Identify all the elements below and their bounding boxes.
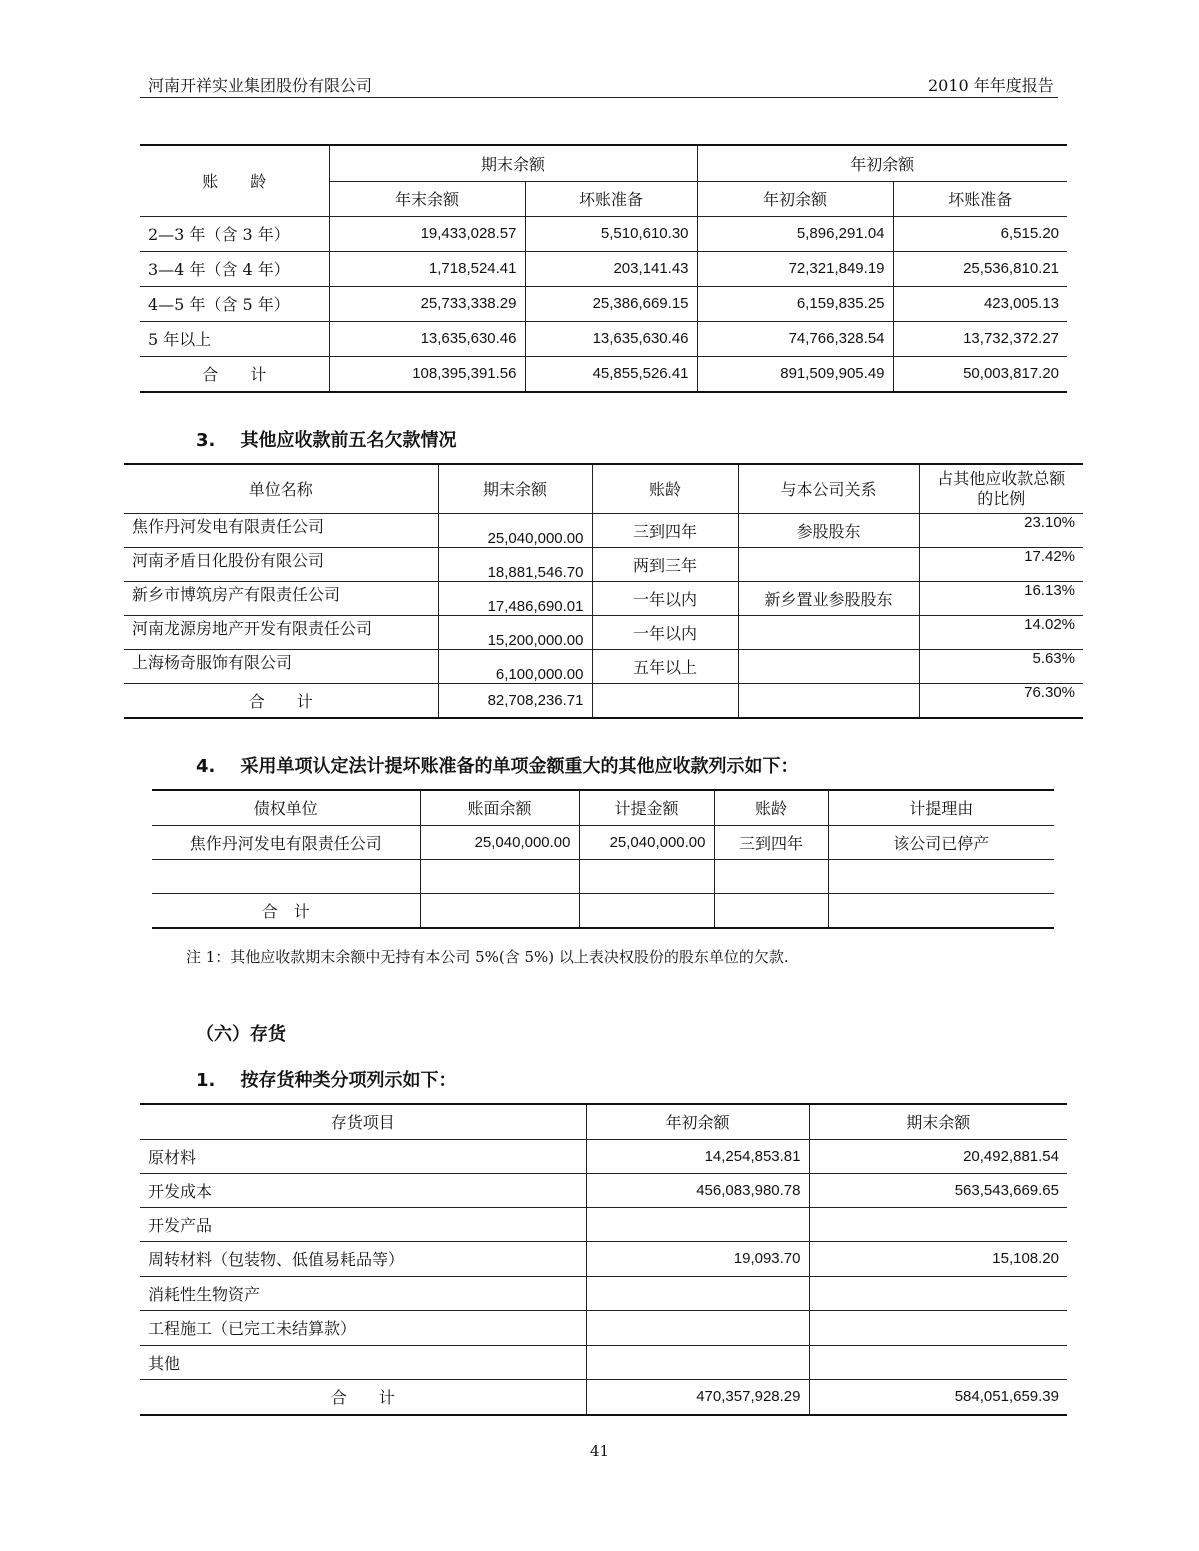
section-title: 按存货种类分项列示如下： (240, 1070, 457, 1091)
table-row (140, 1310, 1067, 1345)
cell-value (420, 893, 579, 928)
cell-value (738, 547, 919, 581)
group-header-end: 期末余额 (329, 145, 697, 181)
column-header: 存货项目 (140, 1104, 586, 1139)
cell-value: 13,635,630.46 (525, 321, 697, 356)
cell-value: 20,492,881.54 (809, 1139, 1067, 1173)
cell-value: 891,509,905.49 (697, 356, 893, 392)
row-label: 3—4 年（含 4 年） (140, 251, 329, 286)
table-row (124, 649, 1083, 683)
cell-value: 82,708,236.71 (438, 683, 592, 718)
cell-value: 108,395,391.56 (329, 356, 525, 392)
cell-value: 25,040,000.00 (438, 513, 592, 547)
column-header: 债权单位 (152, 790, 420, 825)
table-row (140, 321, 1067, 356)
cell-value: 15,200,000.00 (438, 615, 592, 649)
table-row (140, 216, 1067, 251)
creditor-name: 焦作丹河发电有限责任公司 (152, 825, 420, 859)
column-header: 坏账准备 (525, 181, 697, 216)
column-header: 账面余额 (420, 790, 579, 825)
company-name: 河南矛盾日化股份有限公司 (124, 547, 438, 581)
cell-value: 6,515.20 (893, 216, 1067, 251)
table-row (124, 513, 1083, 547)
cell-value (579, 893, 714, 928)
cell-value: 45,855,526.41 (525, 356, 697, 392)
cell-value: 25,733,338.29 (329, 286, 525, 321)
cell-value: 两到三年 (592, 547, 738, 581)
cell-value (586, 1310, 809, 1345)
table-row (124, 547, 1083, 581)
column-header: 年初余额 (697, 181, 893, 216)
table-row (140, 1173, 1067, 1207)
ratio-header (919, 464, 1083, 513)
section-title: 采用单项认定法计提坏账准备的单项金额重大的其他应收款列示如下： (240, 756, 799, 777)
cell-value: 5.63% (919, 649, 1083, 683)
column-header: 账龄 (592, 464, 738, 513)
inventory-item: 开发产品 (140, 1207, 586, 1241)
table-row (140, 1139, 1067, 1173)
column-header: 期末余额 (809, 1104, 1067, 1139)
cell-value: 563,543,669.65 (809, 1173, 1067, 1207)
ratio-header-line2: 的比例 (977, 488, 1026, 508)
cell-value (738, 683, 919, 718)
cell-value: 25,536,810.21 (893, 251, 1067, 286)
cell-value (586, 1345, 809, 1379)
cell-value: 参股股东 (738, 513, 919, 547)
table-row (140, 251, 1067, 286)
aging-header: 账 龄 (140, 145, 329, 216)
inventory-item: 工程施工（已完工未结算款） (140, 1310, 586, 1345)
cell-value: 19,093.70 (586, 1241, 809, 1276)
cell-value: 17.42% (919, 547, 1083, 581)
section-6-heading: （六）存货 (196, 1024, 286, 1045)
cell-value (586, 1207, 809, 1241)
column-header: 与本公司关系 (738, 464, 919, 513)
row-label: 2—3 年（含 3 年） (140, 216, 329, 251)
inventory-item: 其他 (140, 1345, 586, 1379)
cell-value: 25,386,669.15 (525, 286, 697, 321)
cell-value: 新乡置业参股股东 (738, 581, 919, 615)
cell-value: 423,005.13 (893, 286, 1067, 321)
cell-value: 50,003,817.20 (893, 356, 1067, 392)
cell-value (714, 893, 828, 928)
column-header: 年初余额 (586, 1104, 809, 1139)
column-header: 年末余额 (329, 181, 525, 216)
total-row (140, 1379, 1067, 1415)
cell-value: 1,718,524.41 (329, 251, 525, 286)
cell-value: 15,108.20 (809, 1241, 1067, 1276)
cell-value: 16.13% (919, 581, 1083, 615)
aging-table (140, 144, 1067, 393)
cell-value: 25,040,000.00 (579, 825, 714, 859)
cell-value: 6,159,835.25 (697, 286, 893, 321)
cell-value: 13,635,630.46 (329, 321, 525, 356)
company-name: 上海杨奇服饰有限公司 (124, 649, 438, 683)
cell-value (586, 1276, 809, 1310)
empty-cell (579, 859, 714, 893)
company-name: 新乡市博筑房产有限责任公司 (124, 581, 438, 615)
column-header: 计提理由 (828, 790, 1054, 825)
section-number: 3. (196, 430, 216, 451)
cell-value: 456,083,980.78 (586, 1173, 809, 1207)
cell-value: 584,051,659.39 (809, 1379, 1067, 1415)
column-header: 账龄 (714, 790, 828, 825)
cell-value: 三到四年 (592, 513, 738, 547)
column-header: 计提金额 (579, 790, 714, 825)
section-number: 1. (196, 1070, 216, 1091)
cell-value: 76.30% (919, 683, 1083, 718)
ratio-header-line1: 占其他应收款总额 (937, 468, 1066, 488)
table-row (140, 1276, 1067, 1310)
table-row (140, 1345, 1067, 1379)
total-label: 合 计 (124, 683, 438, 718)
cell-value (809, 1276, 1067, 1310)
cell-value: 18,881,546.70 (438, 547, 592, 581)
individual-provision-table (152, 789, 1054, 929)
cell-value: 13,732,372.27 (893, 321, 1067, 356)
column-header: 坏账准备 (893, 181, 1067, 216)
table-row (124, 581, 1083, 615)
total-label: 合 计 (140, 356, 329, 392)
page-number: 41 (590, 1442, 610, 1460)
empty-cell (714, 859, 828, 893)
section-number: 4. (196, 756, 216, 777)
total-label: 合 计 (140, 1379, 586, 1415)
table-row (140, 1241, 1067, 1276)
header-rule (140, 97, 1058, 98)
cell-value: 17,486,690.01 (438, 581, 592, 615)
cell-value (738, 615, 919, 649)
section-6-1-heading (196, 1066, 456, 1092)
inventory-table (140, 1103, 1067, 1416)
table-row (140, 286, 1067, 321)
total-row (124, 683, 1083, 718)
company-name: 焦作丹河发电有限责任公司 (124, 513, 438, 547)
company-name: 河南龙源房地产开发有限责任公司 (124, 615, 438, 649)
total-row (152, 893, 1054, 928)
cell-value: 5,510,610.30 (525, 216, 697, 251)
cell-value: 14,254,853.81 (586, 1139, 809, 1173)
cell-value (809, 1345, 1067, 1379)
table-row (152, 859, 1054, 893)
cell-value: 19,433,028.57 (329, 216, 525, 251)
empty-cell (152, 859, 420, 893)
group-header-begin: 年初余额 (697, 145, 1067, 181)
header-company: 河南开祥实业集团股份有限公司 (148, 76, 373, 95)
cell-value: 一年以内 (592, 581, 738, 615)
total-row (140, 356, 1067, 392)
table-row (152, 825, 1054, 859)
cell-value (738, 649, 919, 683)
cell-value: 该公司已停产 (828, 825, 1054, 859)
row-label: 5 年以上 (140, 321, 329, 356)
total-label: 合 计 (152, 893, 420, 928)
cell-value (828, 893, 1054, 928)
table-row (140, 1207, 1067, 1241)
table-row (124, 615, 1083, 649)
empty-cell (420, 859, 579, 893)
cell-value: 五年以上 (592, 649, 738, 683)
section-4-heading (196, 752, 798, 778)
section-title: 其他应收款前五名欠款情况 (240, 430, 457, 451)
cell-value: 470,357,928.29 (586, 1379, 809, 1415)
cell-value: 14.02% (919, 615, 1083, 649)
cell-value (809, 1207, 1067, 1241)
cell-value: 72,321,849.19 (697, 251, 893, 286)
cell-value: 203,141.43 (525, 251, 697, 286)
cell-value: 74,766,328.54 (697, 321, 893, 356)
footnote: 注 1：其他应收款期末余额中无持有本公司 5%(含 5%) 以上表决权股份的股东单位的欠款. (186, 948, 789, 966)
cell-value: 一年以内 (592, 615, 738, 649)
cell-value: 5,896,291.04 (697, 216, 893, 251)
inventory-item: 消耗性生物资产 (140, 1276, 586, 1310)
column-header: 期末余额 (438, 464, 592, 513)
section-3-heading (196, 426, 456, 452)
cell-value: 6,100,000.00 (438, 649, 592, 683)
header-report-title: 2010 年年度报告 (928, 76, 1054, 95)
inventory-item: 原材料 (140, 1139, 586, 1173)
cell-value: 三到四年 (714, 825, 828, 859)
inventory-item: 开发成本 (140, 1173, 586, 1207)
top-five-debtors-table (124, 463, 1083, 719)
cell-value: 25,040,000.00 (420, 825, 579, 859)
empty-cell (828, 859, 1054, 893)
row-label: 4—5 年（含 5 年） (140, 286, 329, 321)
cell-value (592, 683, 738, 718)
cell-value (809, 1310, 1067, 1345)
column-header: 单位名称 (124, 464, 438, 513)
cell-value: 23.10% (919, 513, 1083, 547)
inventory-item: 周转材料（包装物、低值易耗品等） (140, 1241, 586, 1276)
